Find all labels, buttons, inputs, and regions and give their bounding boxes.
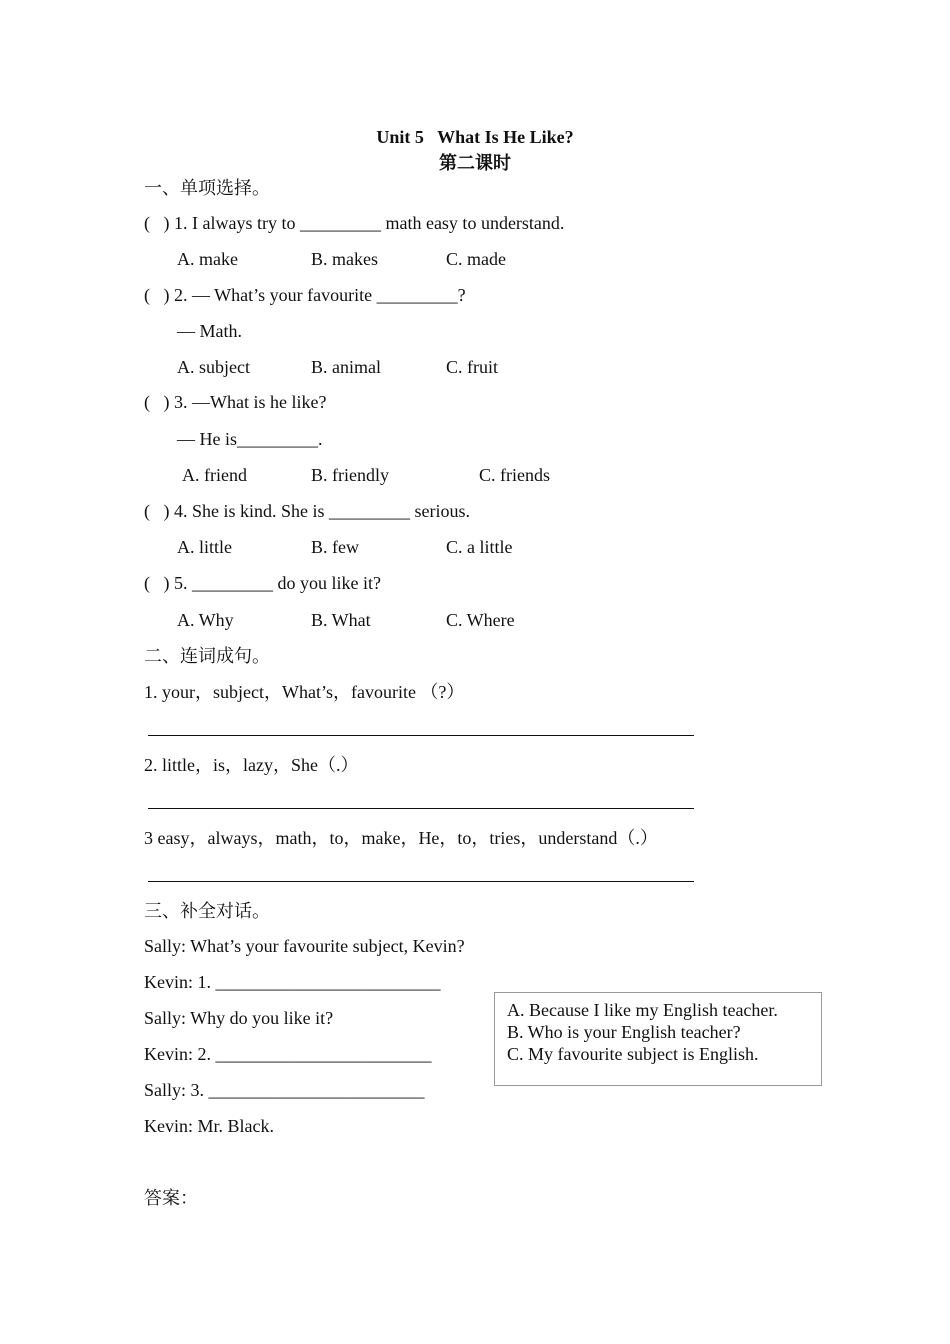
q4-option-c: C. a little: [446, 537, 513, 557]
dialogue-line-1: Sally: What’s your favourite subject, Kevin?: [144, 936, 465, 956]
q3-reply: — He is_________.: [177, 429, 323, 449]
dialogue-option-a: A. Because I like my English teacher.: [507, 1000, 778, 1020]
q1-option-c: C. made: [446, 249, 506, 269]
dialogue-line-2: Kevin: 1. _________________________: [144, 972, 441, 992]
section3-heading: 三、补全对话。: [144, 901, 270, 921]
q3-stem: ( ) 3. —What is he like?: [144, 392, 327, 412]
reorder-item-3: 3 easy，always，math，to，make，He，to，tries，understand（.）: [144, 828, 658, 848]
q2-stem: ( ) 2. — What’s your favourite _________?: [144, 285, 466, 305]
q3-option-c: C. friends: [479, 465, 550, 485]
q1-option-a: A. make: [177, 249, 238, 269]
q2-option-a: A. subject: [177, 357, 250, 377]
lesson-subtitle: 第二课时: [439, 153, 511, 173]
q3-option-a: A. friend: [182, 465, 247, 485]
q5-option-a: A. Why: [177, 610, 234, 630]
q5-stem: ( ) 5. _________ do you like it?: [144, 573, 381, 593]
dialogue-line-5: Sally: 3. ________________________: [144, 1080, 425, 1100]
reorder-item-2: 2. little，is，lazy，She（.）: [144, 755, 359, 775]
section2-heading: 二、连词成句。: [144, 646, 270, 666]
q2-option-b: B. animal: [311, 357, 381, 377]
q5-option-c: C. Where: [446, 610, 515, 630]
dialogue-line-6: Kevin: Mr. Black.: [144, 1116, 274, 1136]
section1-heading: 一、单项选择。: [144, 178, 270, 198]
answer-label: 答案：: [144, 1188, 198, 1208]
reorder-item-1: 1. your，subject，What’s，favourite （?）: [144, 682, 465, 702]
q3-option-b: B. friendly: [311, 465, 389, 485]
answer-line-1: [148, 735, 694, 736]
q4-option-a: A. little: [177, 537, 232, 557]
answer-line-3: [148, 881, 694, 882]
dialogue-option-b: B. Who is your English teacher?: [507, 1022, 741, 1042]
q1-stem: ( ) 1. I always try to _________ math easy to understand.: [144, 213, 565, 233]
q4-stem: ( ) 4. She is kind. She is _________ serious.: [144, 501, 470, 521]
page-title: Unit 5 What Is He Like?: [376, 127, 574, 147]
q2-reply: — Math.: [177, 321, 242, 341]
dialogue-line-4: Kevin: 2. ________________________: [144, 1044, 432, 1064]
q2-option-c: C. fruit: [446, 357, 498, 377]
dialogue-option-c: C. My favourite subject is English.: [507, 1044, 759, 1064]
q1-option-b: B. makes: [311, 249, 378, 269]
dialogue-line-3: Sally: Why do you like it?: [144, 1008, 334, 1028]
q5-option-b: B. What: [311, 610, 371, 630]
q4-option-b: B. few: [311, 537, 359, 557]
answer-line-2: [148, 808, 694, 809]
